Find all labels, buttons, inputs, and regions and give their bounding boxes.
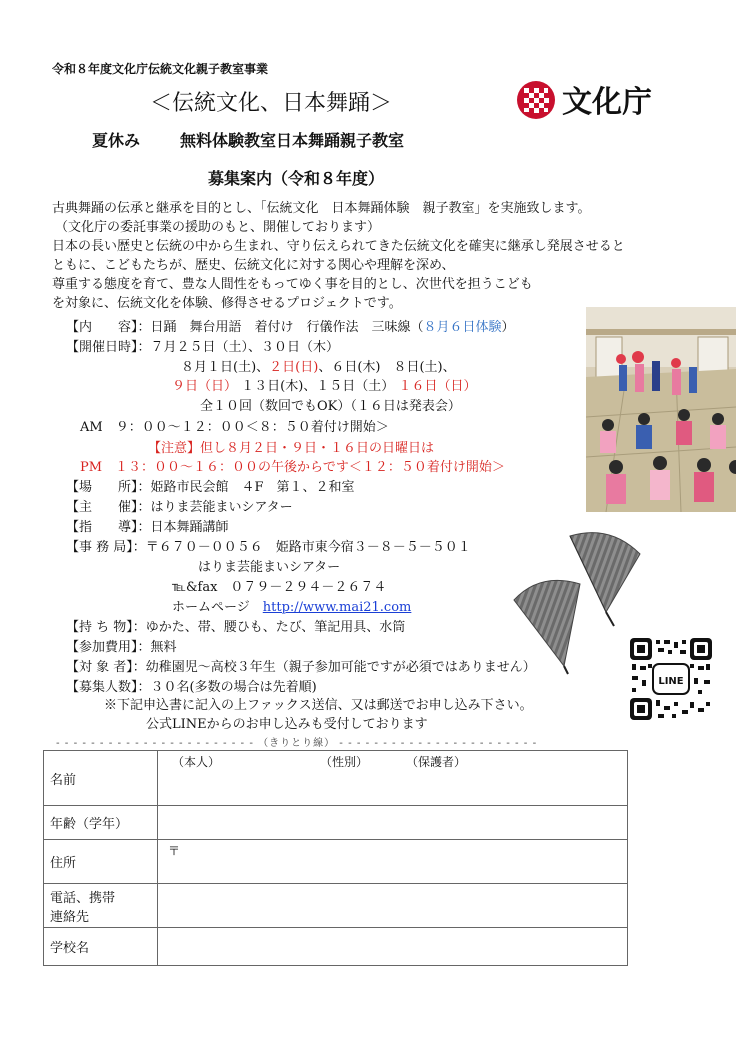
homepage-row (172, 596, 411, 615)
line-qr-code[interactable] (628, 636, 714, 722)
age-field[interactable] (158, 806, 628, 840)
name-field[interactable] (158, 751, 628, 806)
venue-row (66, 476, 355, 495)
phone-label (44, 884, 158, 928)
intro-line-3: 日本の長い歴史と伝統の中から生まれ、守り伝えられてきた伝統文化を確実に継承し発展させると (52, 239, 625, 254)
subtitle (92, 128, 404, 151)
schedule-label: 【開催日時】： (66, 340, 151, 355)
content-note: ８月６日体験 (423, 320, 502, 335)
name-hint-gender: （性別） (320, 755, 369, 769)
agency-logo (514, 76, 684, 124)
office-label: 【事 務 局】： (66, 540, 146, 555)
sponsor-line: 令和８年度文化庁伝統文化親子教室事業 (52, 62, 269, 76)
content-row (66, 316, 515, 335)
venue-value: 姫路市民会館 ４F 第１、２和室 (150, 480, 355, 495)
venue-label: 【場 所】： (66, 480, 151, 495)
schedule-aug2: ２日(日) (269, 360, 319, 375)
schedule-aug9: ９日（日） (172, 379, 238, 394)
content-label: 【内 容】： (66, 320, 151, 335)
school-field[interactable] (158, 928, 628, 966)
phone-field[interactable] (158, 884, 628, 928)
address-hint: 〒 (168, 844, 181, 858)
office-row (66, 536, 471, 555)
subtitle-right: 無料体験教室日本舞踊親子教室 (180, 131, 405, 150)
intro-line-4: ともに、こどもたちが、歴史、伝統文化に対する関心や理解を深め、 (52, 258, 455, 273)
capacity-label: 【募集人数】： (66, 680, 151, 695)
bring-value: ゆかた、帯、腰ひも、たび、筆記用具、水筒 (145, 620, 406, 635)
name-hint-guardian: （保護者） (406, 755, 467, 769)
intro-line-5: 尊重する態度を育て、豊な人間性をもってゆく事を目的とし、次世代を担うこども (52, 277, 533, 292)
office-address: 〒６７０－００５６ 姫路市東今宿３－８－５－５０１ (145, 540, 471, 555)
host-value: はりま芸能まいシアター (150, 500, 293, 515)
homepage-link[interactable]: http://www.mai21.com (262, 600, 412, 615)
intro-line-6: を対象に、伝統文化を体験、修得させるプロジェクトです。 (52, 296, 402, 311)
schedule-line-3 (172, 375, 476, 394)
fee-row (66, 636, 177, 655)
schedule-aug16: １６日（日） (398, 379, 477, 394)
schedule-aug6-8: 、６日(木) ８日(土)、 (318, 360, 456, 375)
schedule-row (66, 336, 339, 355)
caution-note: 【注意】但し８月２日・９日・１６日の日曜日は (148, 441, 435, 456)
fee-value: 無料 (150, 640, 177, 655)
qr-line-label: LINE (658, 676, 684, 687)
schedule-aug1: ８月１日(土)、 (181, 360, 270, 375)
schedule-line-2 (181, 356, 456, 375)
application-form (43, 750, 628, 966)
age-label: 年齢（学年） (44, 806, 158, 840)
schedule-aug13-15: １３日(木)、１５日（土） (241, 379, 395, 394)
instructor-label: 【指 導】： (66, 520, 151, 535)
cut-line: - - - - - - - - - - - - - - - - - - - - - - - （きりとり線） - - - - - - - - - - - - - - - - - - - - - - - (56, 738, 538, 749)
am-session: AM ９：００～１２：００＜８：５０着付け開始＞ (80, 420, 389, 435)
target-value: 幼稚園児～高校３年生（親子参加可能ですが必須ではありません） (145, 660, 536, 675)
agency-logo-text: 文化庁 (562, 85, 652, 120)
address-field[interactable] (158, 840, 628, 884)
subtitle-left: 夏休み (92, 131, 141, 150)
name-label: 名前 (44, 751, 158, 806)
pm-session: PM １３：００～１６：００の午後からです＜１２：５０着付け開始＞ (80, 460, 505, 475)
application-note-1: ※下記申込書に記入の上ファックス送信、又は郵送でお申し込み下さい。 (104, 698, 533, 713)
capacity-value: ３０名(多数の場合は先着順) (150, 680, 317, 695)
schedule-line-4: 全１０回（数回でもOK）（１６日は発表会） (200, 399, 461, 414)
application-note-2: 公式LINEからのお申し込みも受付しております (146, 717, 428, 732)
schedule-line-1: ７月２５日（土）、３０日（木） (150, 340, 340, 355)
dance-class-photo-icon (586, 307, 736, 512)
host-label: 【主 催】： (66, 500, 151, 515)
target-row (66, 656, 536, 675)
host-row (66, 496, 293, 515)
form-row-name (44, 751, 628, 806)
intro-line-1: 古典舞踊の伝承と継承を目的とし、「伝統文化 日本舞踊体験 親子教室」を実施致します。 (52, 201, 591, 216)
phone-label-line-1: 電話、携帯 (50, 890, 116, 906)
form-row-school (44, 928, 628, 966)
school-label: 学校名 (44, 928, 158, 966)
content-close: ） (501, 320, 515, 335)
instructor-row (66, 516, 229, 535)
fee-label: 【参加費用】： (66, 640, 151, 655)
homepage-label: ホームページ (172, 600, 263, 615)
intro-line-2: （文化庁の委託事業の援助のもと、開催しております） (55, 220, 381, 235)
bring-row (66, 616, 405, 635)
fans-icon (510, 528, 645, 678)
phone-label-line-2: 連絡先 (50, 909, 90, 925)
bring-label: 【持 ち 物】： (66, 620, 146, 635)
qr-code-icon (628, 636, 714, 722)
form-row-age (44, 806, 628, 840)
recruit-heading: 募集案内（令和８年度） (208, 169, 385, 188)
page-title: ＜伝統文化、日本舞踊＞ (150, 91, 393, 116)
content-value: 日踊 舞台用語 着付け 行儀作法 三味線（ (150, 320, 424, 335)
office-tel: ℡&fax ０７９－２９４－２６７４ (172, 580, 387, 595)
dance-class-photo (586, 307, 736, 512)
address-label: 住所 (44, 840, 158, 884)
name-hint-self: （本人） (172, 755, 221, 769)
form-row-phone (44, 884, 628, 928)
instructor-value: 日本舞踊講師 (150, 520, 229, 535)
fans-illustration (510, 528, 645, 678)
target-label: 【対 象 者】： (66, 660, 146, 675)
capacity-row (66, 676, 317, 695)
office-name: はりま芸能まいシアター (198, 560, 341, 575)
form-row-address (44, 840, 628, 884)
agency-logo-mark-icon (514, 76, 684, 124)
